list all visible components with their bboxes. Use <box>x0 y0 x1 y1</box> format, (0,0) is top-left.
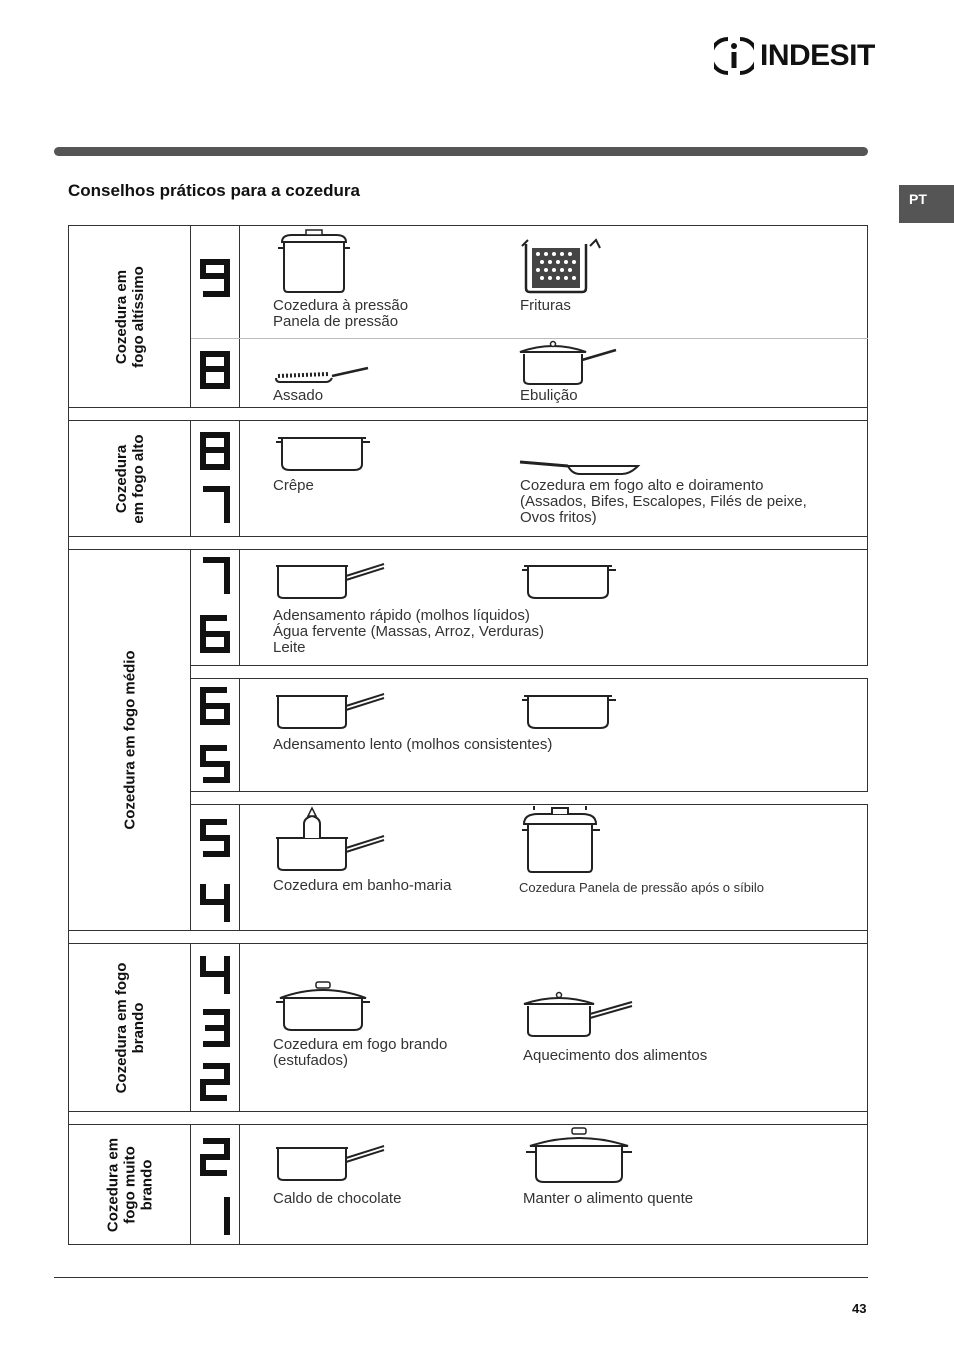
item-label <box>273 1037 447 1069</box>
digit-3-icon <box>197 1006 233 1050</box>
group-label <box>69 1125 191 1244</box>
item-label: Adensamento lento (molhos consistentes) <box>273 736 553 753</box>
group-gap <box>68 536 868 550</box>
item-label: Frituras <box>520 297 571 314</box>
group-label-line: Cozedura em <box>112 269 130 364</box>
brand-logo <box>714 36 875 76</box>
group-gap <box>68 1111 868 1125</box>
group-label-line: Cozedura em <box>104 1137 121 1232</box>
digit-7-icon <box>197 483 233 527</box>
stockpot-icon <box>274 226 354 294</box>
heat-level-column <box>191 421 240 536</box>
item-label <box>273 608 544 656</box>
digit-6-icon <box>197 684 233 728</box>
grill-pan-icon <box>272 362 372 386</box>
group-low-heat <box>68 943 868 1112</box>
footer-rule <box>54 1277 868 1278</box>
covered-casserole-icon <box>274 980 372 1034</box>
casserole-icon <box>274 432 372 474</box>
item-label-line: Cozedura em fogo alto e doiramento <box>520 477 764 494</box>
item-label: Manter o alimento quente <box>523 1190 694 1207</box>
saucepan-lid-icon <box>518 336 618 388</box>
fryer-basket-icon <box>520 238 602 294</box>
item-label <box>520 478 807 526</box>
group-label <box>69 421 191 536</box>
casserole-icon <box>520 690 618 732</box>
item-label-line: Cozedura em fogo brando <box>273 1036 448 1053</box>
saucepan-icon <box>274 1140 386 1184</box>
item-label-line: (estufados) <box>273 1052 349 1069</box>
item-label: Cozedura em banho-maria <box>273 877 452 894</box>
covered-casserole-icon <box>524 1126 636 1186</box>
item-label-line: Adensamento rápido (molhos líquidos) <box>273 607 530 624</box>
subrow-divider <box>191 665 868 679</box>
item-label: Cozedura Panela de pressão após o síbilo <box>519 880 764 895</box>
item-label: Ebulição <box>520 387 578 404</box>
brand-name: INDESIT <box>760 39 875 72</box>
header-bar <box>54 147 868 156</box>
item-label <box>273 298 408 330</box>
item-label: Assado <box>273 387 324 404</box>
item-label: Aquecimento dos alimentos <box>523 1047 708 1064</box>
item-label: Caldo de chocolate <box>273 1190 402 1207</box>
saucepan-icon <box>274 688 386 732</box>
group-gap <box>68 407 868 421</box>
digit-8-icon <box>197 429 233 473</box>
digit-6-icon <box>197 612 233 656</box>
group-very-high-heat <box>68 225 868 408</box>
group-gap <box>68 930 868 944</box>
item-label-line: Panela de pressão <box>273 313 399 330</box>
group-label <box>69 550 191 930</box>
item-label-line: Leite <box>273 639 306 656</box>
item-label-line: Ovos fritos) <box>520 509 597 526</box>
digit-2-icon <box>197 1135 233 1179</box>
item-label-line: Água fervente (Massas, Arroz, Verduras) <box>273 623 544 640</box>
group-label-line: brando <box>129 1002 147 1053</box>
heat-level-column <box>191 226 240 407</box>
group-label <box>69 944 191 1111</box>
frying-pan-icon <box>518 456 642 476</box>
section-title: Conselhos práticos para a cozedura <box>68 181 360 200</box>
saucepan-icon <box>274 558 386 602</box>
digit-5-icon <box>197 742 233 786</box>
pressure-cooker-icon <box>520 802 602 874</box>
group-very-low-heat <box>68 1124 868 1245</box>
group-label-line: Cozedura em fogo <box>112 962 130 1093</box>
digit-1-icon <box>197 1193 233 1237</box>
indesit-i-logo-icon <box>714 36 754 76</box>
heat-level-column <box>191 1125 240 1244</box>
group-label-line: em fogo alto <box>129 433 147 524</box>
group-label-line: Cozedura em fogo médio <box>121 650 138 830</box>
digit-7-icon <box>197 554 233 598</box>
page-number: 43 <box>852 1301 867 1316</box>
group-label-line: fogo altíssimo <box>129 265 147 368</box>
heat-level-column <box>191 550 240 930</box>
item-label-line: (Assados, Bifes, Escalopes, Filés de peixe, <box>520 493 807 510</box>
group-label-line: Cozedura <box>112 444 130 513</box>
digit-8-icon <box>197 348 233 392</box>
item-label: Crêpe <box>273 477 314 494</box>
digit-2-icon <box>197 1060 233 1104</box>
group-label-line: fogo muito <box>121 1145 138 1224</box>
digit-5-icon <box>197 816 233 860</box>
heat-level-column <box>191 944 240 1111</box>
group-label-line: brando <box>138 1159 155 1210</box>
saucepan-lid-icon <box>522 988 634 1040</box>
digit-4-icon <box>197 952 233 996</box>
casserole-icon <box>520 560 618 602</box>
digit-9-icon <box>197 256 233 300</box>
digit-4-icon <box>197 880 233 924</box>
item-label-line: Cozedura à pressão <box>273 297 409 314</box>
bain-marie-icon <box>274 806 386 874</box>
group-label <box>69 226 191 407</box>
language-tab: PT <box>899 185 954 223</box>
